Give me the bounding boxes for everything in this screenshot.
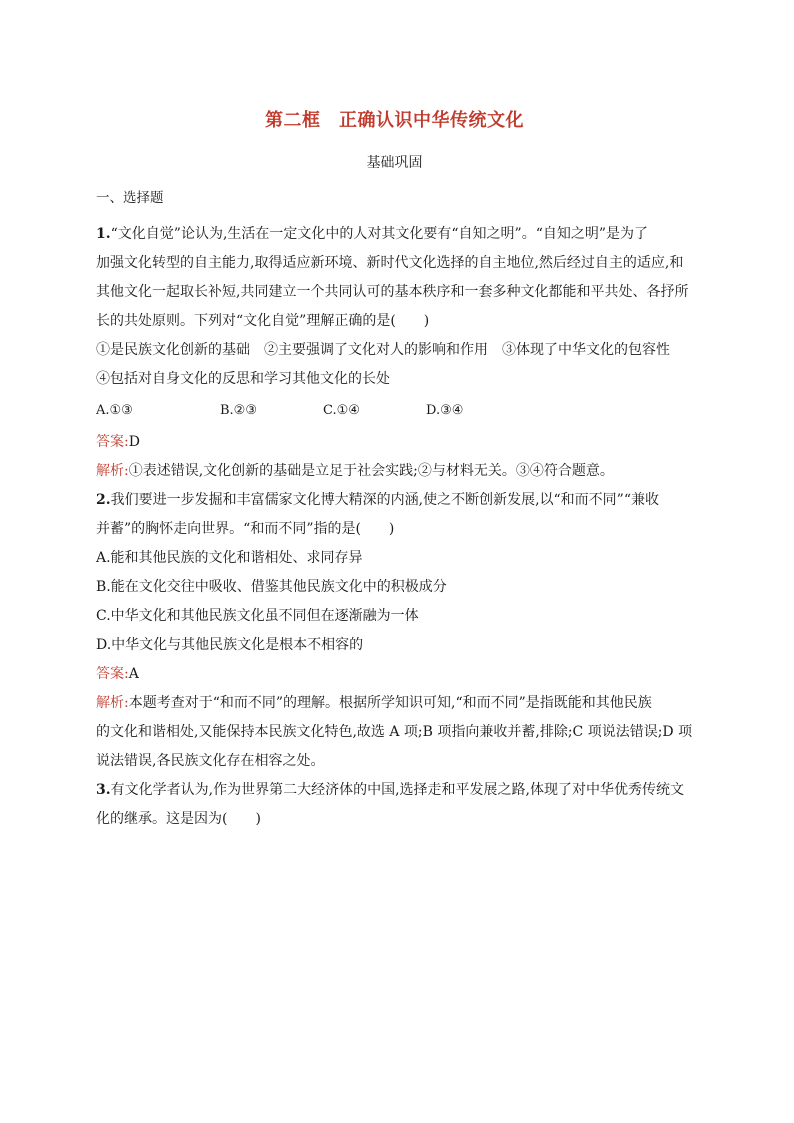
option-d: D.③④ [426,403,464,418]
answer-value: D [128,434,140,450]
option-b: B.②③ [220,403,257,418]
answer-label: 答案: [96,666,129,682]
page-title: 第二框 正确认识中华传统文化 [265,110,524,131]
analysis-line: 解析:①表述错误,文化创新的基础是立足于社会实践;②与材料无关。③④符合题意。 [96,463,614,479]
question-2 [96,486,693,776]
option-a: A.①③ [96,403,133,418]
question-3 [96,776,693,834]
question-number: 2. [96,492,111,508]
question-text-line: 2.我们要进一步发掘和丰富儒家文化博大精深的内涵,使之不断创新发展,以“和而不同”“兼收 [96,492,659,508]
statement-line: ①是民族文化创新的基础 ②主要强调了文化对人的影响和作用 ③体现了中华文化的包容性 [96,342,670,358]
question-text-line: 长的共处原则。下列对“文化自觉”理解正确的是( ) [96,313,430,329]
option-d: D.中华文化与其他民族文化是根本不相容的 [96,637,364,653]
question-1 [96,220,693,486]
option-b: B.能在文化交往中吸收、借鉴其他民族文化中的积极成分 [96,579,447,595]
question-text-line: 化的继承。这是因为( ) [96,811,261,827]
answer-value: A [128,666,139,682]
question-text-line: 加强文化转型的自主能力,取得适应新环境、新时代文化选择的自主地位,然后经过自主的适应,和 [96,255,684,271]
analysis-label: 解析: [96,463,129,479]
question-number: 3. [96,782,111,798]
question-text-line: 并蓄”的胸怀走向世界。“和而不同”指的是( ) [96,521,395,537]
question-number: 1. [96,226,111,242]
question-text-line: 3.有文化学者认为,作为世界第二大经济体的中国,选择走和平发展之路,体现了对中华优秀传统文 [96,782,684,798]
answer-line [96,660,693,689]
statement-line: ④包括对自身文化的反思和学习其他文化的长处 [96,371,390,387]
answer-line [96,428,693,457]
analysis-line: 的文化和谐相处,又能保持本民族文化特色,故选 A 项;B 项指向兼收并蓄,排除;C 项说法错误;D 项 [96,724,693,740]
answer-label: 答案: [96,434,129,450]
analysis-line: 说法错误,各民族文化存在相容之处。 [96,753,325,769]
analysis-label: 解析: [96,695,129,711]
section-heading: 一、选择题 [96,190,164,206]
page-subtitle: 基础巩固 [366,155,423,171]
analysis-line: 解析:本题考查对于“和而不同”的理解。根据所学知识可知,“和而不同”是指既能和其他民族 [96,695,652,711]
question-text-line: 其他文化一起取长补短,共同建立一个共同认可的基本秩序和一套多种文化都能和平共处、各抒所 [96,284,689,300]
question-text-line: 1.“文化自觉”论认为,生活在一定文化中的人对其文化要有“自知之明”。“自知之明”是为了 [96,226,649,242]
option-row [96,394,693,428]
option-a: A.能和其他民族的文化和谐相处、求同存异 [96,550,363,566]
option-c: C.中华文化和其他民族文化虽不同但在逐渐融为一体 [96,608,419,624]
option-c: C.①④ [323,403,360,418]
